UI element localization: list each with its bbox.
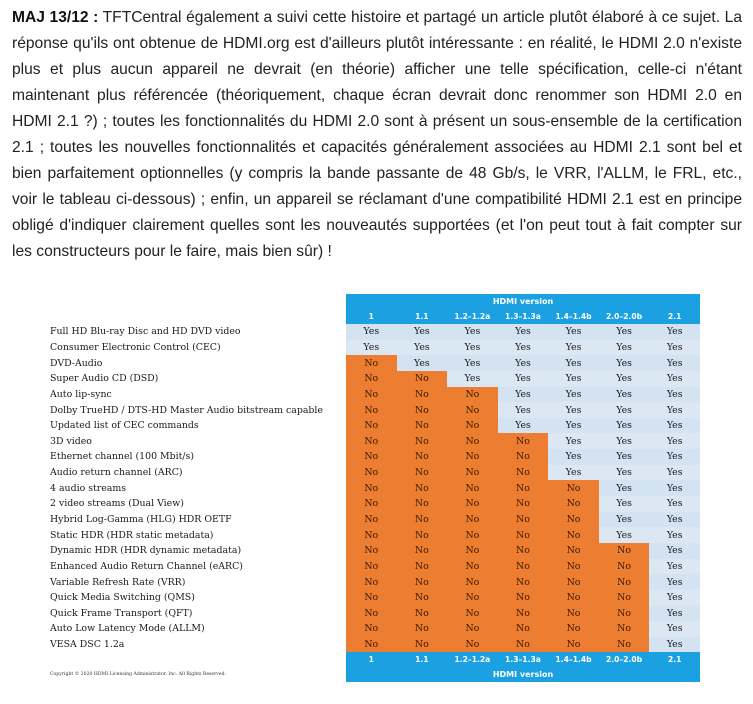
- feature-label: Updated list of CEC commands: [50, 420, 199, 432]
- support-cell: No: [397, 371, 448, 387]
- support-cell: Yes: [447, 324, 498, 340]
- support-cell: No: [447, 559, 498, 575]
- support-cell: Yes: [649, 433, 700, 449]
- support-cell: Yes: [548, 324, 599, 340]
- header-version-0: 1: [346, 309, 397, 324]
- header-version-3: 1.3–1.3a: [498, 309, 549, 324]
- support-cell: No: [447, 465, 498, 481]
- support-cell: No: [498, 543, 549, 559]
- support-cell: No: [346, 449, 397, 465]
- support-cell: No: [447, 621, 498, 637]
- support-cell: Yes: [599, 387, 650, 403]
- support-cell: No: [498, 433, 549, 449]
- support-cell: No: [498, 559, 549, 575]
- table-row: [50, 324, 700, 340]
- support-cell: No: [397, 559, 448, 575]
- footer-version-2: 1.2–1.2a: [447, 652, 498, 667]
- support-cell: No: [498, 449, 549, 465]
- header-version-title: HDMI version: [346, 294, 700, 309]
- support-cell: Yes: [599, 402, 650, 418]
- support-cell: Yes: [548, 402, 599, 418]
- support-cell: No: [498, 606, 549, 622]
- feature-label: Enhanced Audio Return Channel (eARC): [50, 560, 243, 572]
- feature-label: 2 video streams (Dual View): [50, 498, 184, 510]
- support-cell: Yes: [649, 590, 700, 606]
- support-cell: No: [346, 512, 397, 528]
- support-cell: No: [548, 590, 599, 606]
- feature-label: Audio return channel (ARC): [50, 467, 183, 479]
- support-cell: Yes: [447, 355, 498, 371]
- table-row: [50, 574, 700, 590]
- table-row: [50, 543, 700, 559]
- table-row: [50, 606, 700, 622]
- support-cell: No: [599, 621, 650, 637]
- feature-label: Dynamic HDR (HDR dynamic metadata): [50, 545, 242, 557]
- support-cell: No: [447, 433, 498, 449]
- support-cell: Yes: [346, 324, 397, 340]
- support-cell: No: [346, 402, 397, 418]
- support-cell: No: [346, 480, 397, 496]
- table-row: [50, 449, 700, 465]
- support-cell: No: [447, 543, 498, 559]
- table-row: [50, 418, 700, 434]
- table-row: [50, 480, 700, 496]
- support-cell: No: [447, 402, 498, 418]
- support-cell: Yes: [346, 340, 397, 356]
- footer-version-4: 1.4–1.4b: [548, 652, 599, 667]
- support-cell: Yes: [599, 480, 650, 496]
- support-cell: Yes: [548, 418, 599, 434]
- support-cell: Yes: [548, 449, 599, 465]
- support-cell: No: [397, 465, 448, 481]
- header-version-4: 1.4–1.4b: [548, 309, 599, 324]
- support-cell: Yes: [649, 512, 700, 528]
- support-cell: No: [397, 527, 448, 543]
- support-cell: No: [346, 371, 397, 387]
- support-cell: No: [346, 606, 397, 622]
- table-row: [50, 371, 700, 387]
- support-cell: Yes: [397, 355, 448, 371]
- table-row: [50, 621, 700, 637]
- update-label: MAJ 13/12 :: [12, 9, 99, 26]
- support-cell: No: [397, 512, 448, 528]
- support-cell: No: [397, 590, 448, 606]
- support-cell: No: [397, 402, 448, 418]
- support-cell: No: [346, 496, 397, 512]
- support-cell: No: [346, 574, 397, 590]
- support-cell: Yes: [599, 371, 650, 387]
- support-cell: No: [346, 465, 397, 481]
- support-cell: No: [397, 621, 448, 637]
- support-cell: No: [346, 543, 397, 559]
- support-cell: Yes: [599, 465, 650, 481]
- support-cell: Yes: [599, 418, 650, 434]
- support-cell: Yes: [498, 402, 549, 418]
- support-cell: No: [498, 465, 549, 481]
- header-version-1: 1.1: [397, 309, 448, 324]
- support-cell: Yes: [599, 433, 650, 449]
- header-version-6: 2.1: [649, 309, 700, 324]
- support-cell: Yes: [548, 387, 599, 403]
- support-cell: No: [498, 527, 549, 543]
- support-cell: Yes: [649, 449, 700, 465]
- table-row: [50, 559, 700, 575]
- support-cell: No: [447, 512, 498, 528]
- support-cell: Yes: [548, 340, 599, 356]
- support-cell: No: [548, 480, 599, 496]
- support-cell: Yes: [498, 355, 549, 371]
- support-cell: No: [447, 418, 498, 434]
- header-version-2: 1.2–1.2a: [447, 309, 498, 324]
- support-cell: No: [498, 637, 549, 653]
- support-cell: No: [548, 606, 599, 622]
- hdmi-feature-table: [50, 294, 700, 682]
- support-cell: Yes: [649, 324, 700, 340]
- support-cell: No: [447, 496, 498, 512]
- support-cell: No: [447, 590, 498, 606]
- support-cell: No: [346, 621, 397, 637]
- support-cell: No: [346, 433, 397, 449]
- support-cell: Yes: [599, 449, 650, 465]
- support-cell: No: [447, 480, 498, 496]
- feature-label: Full HD Blu-ray Disc and HD DVD video: [50, 326, 241, 338]
- support-cell: Yes: [649, 418, 700, 434]
- feature-label: Auto lip-sync: [50, 388, 112, 400]
- feature-label: VESA DSC 1.2a: [50, 639, 125, 651]
- support-cell: No: [548, 574, 599, 590]
- support-cell: Yes: [548, 371, 599, 387]
- support-cell: No: [548, 559, 599, 575]
- support-cell: No: [397, 574, 448, 590]
- support-cell: No: [498, 480, 549, 496]
- support-cell: Yes: [649, 527, 700, 543]
- support-cell: Yes: [599, 324, 650, 340]
- support-cell: No: [447, 574, 498, 590]
- table-row: [50, 637, 700, 653]
- support-cell: No: [599, 637, 650, 653]
- footer-version-5: 2.0–2.0b: [599, 652, 650, 667]
- feature-label: 3D video: [50, 435, 92, 447]
- feature-label: Variable Refresh Rate (VRR): [50, 576, 186, 588]
- support-cell: Yes: [649, 371, 700, 387]
- footer-version-6: 2.1: [649, 652, 700, 667]
- support-cell: No: [397, 606, 448, 622]
- support-cell: No: [498, 496, 549, 512]
- support-cell: No: [548, 512, 599, 528]
- support-cell: Yes: [498, 387, 549, 403]
- support-cell: Yes: [649, 559, 700, 575]
- support-cell: No: [397, 449, 448, 465]
- feature-label: DVD-Audio: [50, 357, 103, 369]
- support-cell: No: [498, 590, 549, 606]
- support-cell: Yes: [548, 465, 599, 481]
- support-cell: No: [447, 637, 498, 653]
- feature-label: Auto Low Latency Mode (ALLM): [50, 623, 205, 635]
- support-cell: No: [397, 637, 448, 653]
- support-cell: Yes: [649, 496, 700, 512]
- feature-label: Ethernet channel (100 Mbit/s): [50, 451, 195, 463]
- support-cell: No: [346, 637, 397, 653]
- support-cell: No: [599, 543, 650, 559]
- support-cell: No: [599, 590, 650, 606]
- support-cell: Yes: [447, 371, 498, 387]
- footer-version-title: HDMI version: [346, 667, 700, 682]
- support-cell: No: [397, 418, 448, 434]
- support-cell: No: [397, 480, 448, 496]
- footer-version-1: 1.1: [397, 652, 448, 667]
- support-cell: No: [447, 606, 498, 622]
- support-cell: No: [447, 387, 498, 403]
- support-cell: Yes: [649, 480, 700, 496]
- support-cell: Yes: [548, 355, 599, 371]
- feature-label: Static HDR (HDR static metadata): [50, 529, 214, 541]
- support-cell: Yes: [649, 355, 700, 371]
- support-cell: Yes: [548, 433, 599, 449]
- footer-version-0: 1: [346, 652, 397, 667]
- table-row: [50, 465, 700, 481]
- table-row: [50, 433, 700, 449]
- feature-label: Quick Media Switching (QMS): [50, 592, 195, 604]
- support-cell: Yes: [599, 512, 650, 528]
- article-text: TFTCentral également a suivi cette histoire et partagé un article plutôt élaboré à ce sujet. La réponse qu'ils ont obtenue de HDMI.org est d'ailleurs plutôt intéressante : en réalité, le HDMI 2.0 n'existe plus et plus aucun appareil ne devrait (en théorie) afficher une telle spécification, celle-ci n'étant maintenant plus référencée (théoriquement, chaque écran devrait donc renommer son HDMI 2.0 en HDMI 2.1 ?) ; toutes les fonctionnalités du HDMI 2.0 sont à présent un sous-ensemble de la certification 2.1 ; toutes les nouvelles fonctionnalités et capacités généralement associées au HDMI 2.1 sont bel et bien parfaitement optionnelles (y compris la bande passante de 48 Gb/s, le VRR, l'ALLM, le FRL, etc., voir le tableau ci-dessous) ; enfin, un appareil se réclamant d'une compatibilité HDMI 2.1 est en principe obligé d'indiquer clairement quelles sont les nouveautés supportées (et l'on peut tout à fait compter sur les constructeurs pour le faire, mais bien sûr) !: [12, 9, 742, 260]
- support-cell: Yes: [649, 574, 700, 590]
- feature-label: Dolby TrueHD / DTS-HD Master Audio bitstream capable: [50, 404, 323, 416]
- support-cell: Yes: [599, 355, 650, 371]
- support-cell: No: [346, 527, 397, 543]
- support-cell: Yes: [649, 621, 700, 637]
- support-cell: No: [397, 433, 448, 449]
- support-cell: No: [346, 355, 397, 371]
- table-row: [50, 387, 700, 403]
- support-cell: No: [599, 574, 650, 590]
- support-cell: Yes: [397, 340, 448, 356]
- support-cell: Yes: [498, 340, 549, 356]
- article-paragraph: [12, 5, 742, 265]
- support-cell: No: [548, 543, 599, 559]
- support-cell: No: [498, 574, 549, 590]
- support-cell: No: [548, 621, 599, 637]
- footer-version-3: 1.3–1.3a: [498, 652, 549, 667]
- support-cell: No: [548, 496, 599, 512]
- table-row: [50, 527, 700, 543]
- support-cell: Yes: [599, 340, 650, 356]
- feature-label: Quick Frame Transport (QFT): [50, 607, 193, 619]
- support-cell: No: [498, 512, 549, 528]
- support-cell: Yes: [649, 340, 700, 356]
- support-cell: Yes: [649, 465, 700, 481]
- table-row: [50, 512, 700, 528]
- table-row: [50, 496, 700, 512]
- table-row: [50, 340, 700, 356]
- feature-label: 4 audio streams: [50, 482, 127, 494]
- support-cell: Yes: [498, 371, 549, 387]
- feature-label: Super Audio CD (DSD): [50, 373, 159, 385]
- support-cell: No: [599, 606, 650, 622]
- support-cell: Yes: [397, 324, 448, 340]
- support-cell: No: [346, 590, 397, 606]
- support-cell: Yes: [649, 543, 700, 559]
- support-cell: No: [397, 387, 448, 403]
- support-cell: Yes: [649, 637, 700, 653]
- support-cell: No: [447, 449, 498, 465]
- table-row: [50, 402, 700, 418]
- copyright-note: Copyright © 2020 HDMI Licensing Administrator, Inc. All Rights Reserved.: [50, 667, 346, 682]
- support-cell: No: [397, 543, 448, 559]
- support-cell: Yes: [447, 340, 498, 356]
- support-cell: No: [397, 496, 448, 512]
- support-cell: No: [447, 527, 498, 543]
- support-cell: No: [548, 527, 599, 543]
- support-cell: Yes: [649, 606, 700, 622]
- support-cell: Yes: [649, 402, 700, 418]
- support-cell: No: [548, 637, 599, 653]
- table-row: [50, 590, 700, 606]
- support-cell: No: [498, 621, 549, 637]
- support-cell: No: [346, 418, 397, 434]
- support-cell: No: [599, 559, 650, 575]
- table-row: [50, 355, 700, 371]
- support-cell: Yes: [599, 496, 650, 512]
- feature-label: Consumer Electronic Control (CEC): [50, 341, 221, 353]
- support-cell: Yes: [498, 324, 549, 340]
- support-cell: Yes: [649, 387, 700, 403]
- header-version-5: 2.0–2.0b: [599, 309, 650, 324]
- support-cell: No: [346, 559, 397, 575]
- support-cell: Yes: [498, 418, 549, 434]
- support-cell: Yes: [599, 527, 650, 543]
- support-cell: No: [346, 387, 397, 403]
- feature-label: Hybrid Log-Gamma (HLG) HDR OETF: [50, 514, 232, 525]
